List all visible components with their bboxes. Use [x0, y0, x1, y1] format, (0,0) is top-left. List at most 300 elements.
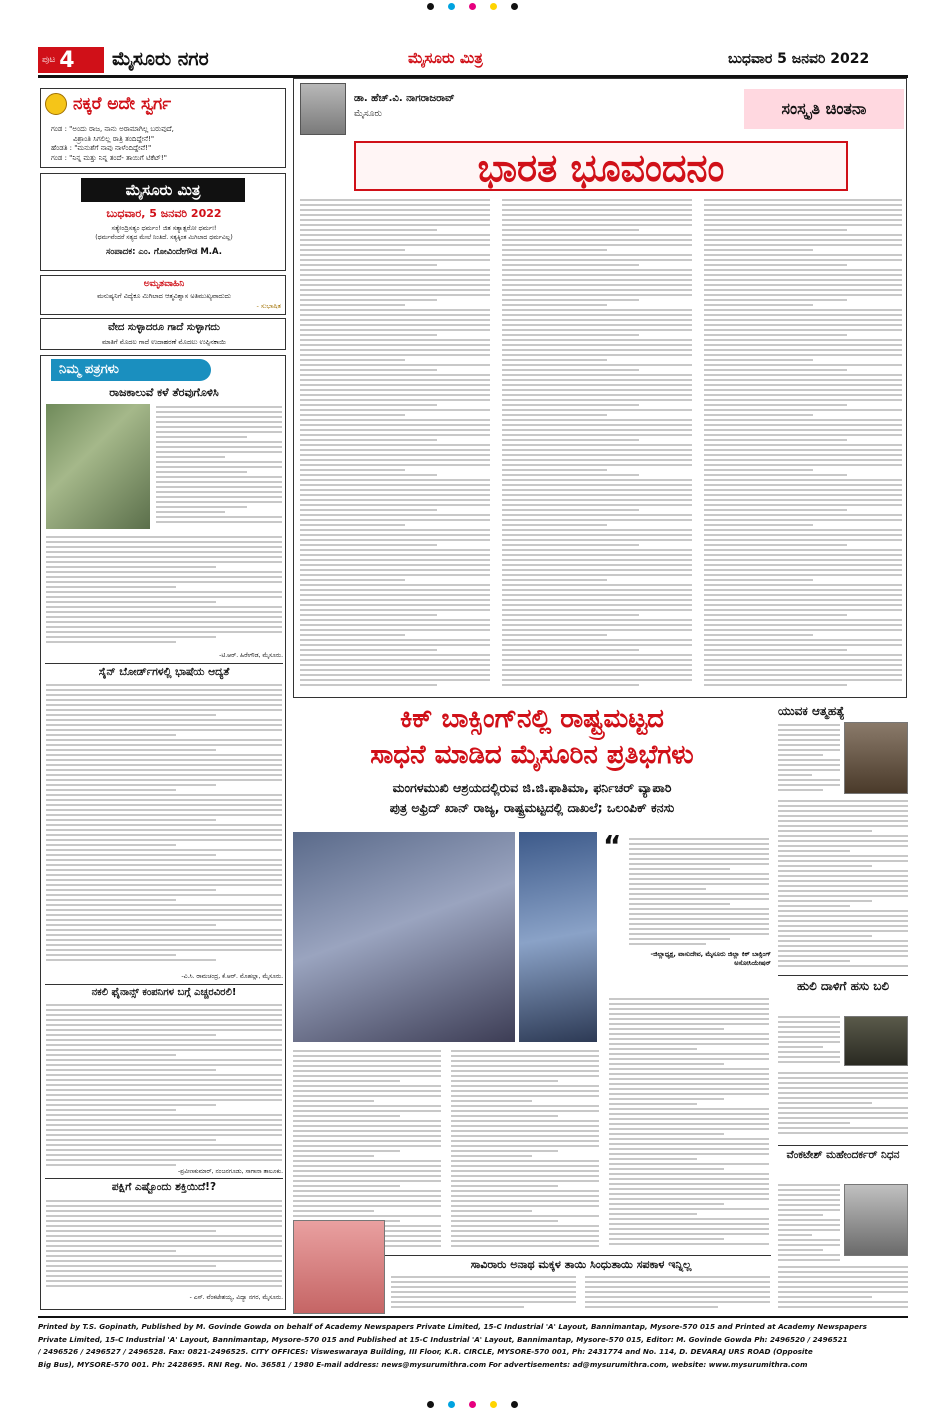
page-number-badge — [38, 47, 104, 73]
text-line — [46, 864, 282, 866]
text-line — [704, 599, 902, 601]
text-line — [46, 789, 176, 791]
text-line — [502, 454, 692, 456]
text-line — [502, 384, 692, 386]
text-line — [46, 1240, 282, 1242]
text-line — [46, 799, 282, 801]
text-line — [300, 329, 490, 331]
text-line — [451, 1060, 599, 1062]
text-line — [704, 389, 902, 391]
text-line — [502, 304, 607, 306]
text-line — [704, 509, 847, 511]
text-line — [451, 1080, 558, 1082]
text-line — [609, 1003, 769, 1005]
text-line — [451, 1115, 558, 1117]
text-line — [293, 1175, 441, 1177]
text-line — [300, 269, 490, 271]
text-line — [451, 1215, 599, 1217]
text-line — [451, 1185, 558, 1187]
text-line — [46, 1149, 282, 1151]
text-line — [704, 419, 902, 421]
text-line — [778, 900, 872, 902]
text-line — [46, 591, 282, 593]
text-line — [300, 544, 437, 546]
text-line — [451, 1090, 599, 1092]
text-line — [704, 314, 902, 316]
text-line — [300, 284, 490, 286]
text-line — [46, 1235, 282, 1237]
text-line — [300, 429, 490, 431]
text-line — [300, 369, 437, 371]
text-line — [300, 504, 490, 506]
text-line — [502, 224, 692, 226]
text-line — [46, 1124, 282, 1126]
sindhutai-article — [293, 1255, 771, 1313]
text-line — [293, 1085, 441, 1087]
text-line — [300, 414, 405, 416]
text-line — [778, 1036, 840, 1038]
text-line — [156, 496, 282, 498]
masthead-motto: ಸತ್ಯೇಂದ್ರಿಸತ್ಯಂ ಧರ್ಮಂ! ಜಿತ ಸತ್ಯಾತ್ಪರೋ ಧರ್ಮಃ! — [111, 224, 217, 232]
canal-photo — [46, 404, 150, 529]
text-line — [629, 908, 769, 910]
text-line — [46, 774, 282, 776]
text-line — [704, 614, 847, 616]
text-line — [46, 859, 282, 861]
text-line — [46, 919, 282, 921]
text-line — [46, 1134, 282, 1136]
text-line — [300, 649, 437, 651]
text-line — [778, 1016, 840, 1018]
letter-body — [156, 406, 282, 531]
text-line — [300, 404, 437, 406]
text-line — [46, 546, 282, 548]
text-line — [502, 644, 692, 646]
text-line — [451, 1170, 599, 1172]
text-line — [502, 679, 692, 681]
text-line — [46, 1109, 176, 1111]
text-line — [502, 459, 692, 461]
text-line — [300, 209, 490, 211]
text-line — [704, 469, 813, 471]
text-line — [629, 918, 769, 920]
text-line — [300, 569, 490, 571]
quote-box — [40, 275, 286, 315]
text-line — [300, 529, 490, 531]
text-line — [293, 1060, 441, 1062]
text-line — [704, 604, 902, 606]
text-line — [391, 1301, 576, 1303]
text-line — [704, 439, 847, 441]
text-line — [502, 199, 692, 201]
laugh-icon — [45, 93, 67, 115]
text-line — [300, 494, 490, 496]
text-line — [46, 1270, 282, 1272]
text-line — [609, 1033, 769, 1035]
text-line — [300, 254, 490, 256]
text-line — [46, 1255, 282, 1257]
paper-name-small: ಮೈಸೂರು ಮಿತ್ರ — [408, 49, 483, 67]
text-line — [704, 374, 902, 376]
text-line — [609, 1193, 769, 1195]
text-line — [293, 1070, 441, 1072]
text-line — [46, 949, 282, 951]
text-line — [46, 1019, 282, 1021]
text-line — [778, 1102, 872, 1104]
text-line — [293, 1190, 441, 1192]
text-line — [300, 294, 490, 296]
text-line — [502, 484, 692, 486]
text-line — [46, 829, 282, 831]
text-line — [300, 684, 437, 686]
text-line — [502, 309, 692, 311]
text-line — [46, 759, 282, 761]
text-line — [502, 374, 692, 376]
text-line — [778, 890, 908, 892]
text-line — [502, 554, 692, 556]
text-line — [778, 835, 908, 837]
letter-body — [46, 1004, 282, 1174]
text-line — [502, 369, 639, 371]
text-line — [778, 1061, 840, 1063]
text-line — [704, 404, 847, 406]
text-line — [502, 649, 639, 651]
sports-subheadline: ಮಂಗಳಮುಖಿ ಆಶ್ರಯದಲ್ಲಿರುವ ಜಿ.ಜಿ.ಫಾತಿಮಾ, ಫರ್ನಿಚರ್ ವ್ಯಾಪಾರಿ — [392, 780, 672, 795]
text-line — [156, 506, 247, 508]
text-line — [300, 379, 490, 381]
letter-signature: - ಎಸ್. ವೆಂಕಟೇಶಯ್ಯ, ವಿದ್ಯಾ ನಗರ, ಮೈಸೂರು. — [189, 1294, 283, 1301]
dot-yellow — [490, 3, 497, 10]
text-line — [704, 444, 902, 446]
text-line — [156, 446, 282, 448]
text-line — [46, 641, 176, 643]
text-line — [778, 955, 908, 957]
humor-box — [40, 88, 286, 168]
text-line — [46, 1144, 282, 1146]
text-line — [502, 269, 692, 271]
text-line — [704, 239, 902, 241]
text-line — [704, 429, 902, 431]
text-line — [704, 619, 902, 621]
text-line — [300, 639, 490, 641]
letter-headline: ಸೈನ್ ಬೋರ್ಡ್‌ಗಳಲ್ಲಿ ಭಾಷೆಯ ಆದ್ಯತೆ — [45, 663, 283, 679]
text-line — [704, 414, 813, 416]
text-line — [46, 1024, 282, 1026]
text-line — [778, 1219, 840, 1221]
column-body-col1 — [300, 199, 490, 694]
text-line — [46, 739, 282, 741]
text-line — [300, 354, 490, 356]
text-line — [502, 579, 607, 581]
text-line — [704, 274, 902, 276]
text-line — [778, 840, 908, 842]
text-line — [300, 239, 490, 241]
text-line — [704, 514, 902, 516]
text-line — [704, 344, 902, 346]
text-line — [300, 539, 490, 541]
text-line — [300, 574, 490, 576]
text-line — [778, 925, 908, 927]
text-line — [609, 1098, 724, 1100]
text-line — [778, 1026, 840, 1028]
text-line — [46, 566, 216, 568]
text-line — [778, 1122, 850, 1124]
text-line — [609, 1043, 769, 1045]
text-line — [778, 1214, 823, 1216]
text-line — [293, 1170, 441, 1172]
text-line — [778, 1132, 908, 1134]
text-line — [778, 1286, 908, 1288]
text-line — [502, 364, 692, 366]
text-line — [156, 456, 225, 458]
text-line — [46, 1154, 282, 1156]
text-line — [778, 739, 840, 741]
text-line — [502, 424, 692, 426]
text-line — [293, 1200, 441, 1202]
text-line — [778, 749, 840, 751]
text-line — [46, 1104, 216, 1106]
text-line — [156, 431, 282, 433]
sports-headline: ಸಾಧನೆ ಮಾಡಿದ ಮೈಸೂರಿನ ಪ್ರತಿಭೆಗಳು — [370, 740, 694, 770]
text-line — [778, 820, 908, 822]
letters-section — [40, 355, 286, 1310]
text-line — [46, 879, 282, 881]
text-line — [46, 1029, 282, 1031]
text-line — [46, 551, 282, 553]
text-line — [300, 384, 490, 386]
text-line — [46, 1009, 282, 1011]
text-line — [502, 404, 639, 406]
text-line — [704, 574, 902, 576]
tiger-article — [778, 975, 908, 1140]
text-line — [704, 334, 847, 336]
text-line — [778, 1092, 908, 1094]
proverb-box — [40, 318, 286, 350]
text-line — [704, 294, 902, 296]
text-line — [704, 559, 902, 561]
text-line — [585, 1306, 718, 1308]
text-line — [502, 479, 692, 481]
text-line — [451, 1235, 599, 1237]
text-line — [46, 809, 282, 811]
text-line — [502, 344, 692, 346]
text-line — [704, 534, 902, 536]
text-line — [46, 714, 216, 716]
text-line — [46, 704, 282, 706]
text-line — [300, 324, 490, 326]
text-line — [778, 1082, 908, 1084]
text-line — [704, 424, 902, 426]
text-line — [46, 1084, 282, 1086]
text-line — [704, 214, 902, 216]
text-line — [451, 1095, 599, 1097]
text-line — [778, 1056, 840, 1058]
text-line — [629, 848, 769, 850]
text-line — [502, 319, 692, 321]
text-line — [46, 889, 216, 891]
text-line — [391, 1276, 576, 1278]
text-line — [46, 1280, 282, 1282]
text-line — [502, 624, 692, 626]
text-line — [609, 1183, 769, 1185]
text-line — [704, 224, 902, 226]
text-line — [585, 1291, 770, 1293]
text-line — [293, 1165, 441, 1167]
text-line — [704, 669, 902, 671]
humor-line: ಗಂಡ : "ಅಂದು ರಾಜ, ನಾನು ಅರಾಮಾಗಿಲ್ಲ ಬರುವುದೆ, — [51, 125, 174, 133]
text-line — [293, 1100, 374, 1102]
text-line — [704, 219, 902, 221]
text-line — [451, 1125, 599, 1127]
text-line — [609, 1128, 769, 1130]
text-line — [502, 449, 692, 451]
text-line — [704, 364, 902, 366]
text-line — [704, 484, 902, 486]
text-line — [502, 584, 692, 586]
masthead-editor: ಸಂಪಾದಕ: ಎಂ. ಗೋವಿಂದೇಗೌಡ M.A. — [106, 247, 222, 257]
text-line — [778, 845, 908, 847]
text-line — [46, 621, 282, 623]
text-line — [502, 209, 692, 211]
text-line — [46, 884, 282, 886]
imprint-line: / 2496526 / 2496527 / 2496528. Fax: 0821-2496525. CITY OFFICES: Visweswaraya Building, III Floor, K.R. CIRCLE, MYSORE-570 001, Ph: 2431774 and No. 114, D. DEVARAJ URS ROAD (Opposite — [38, 1347, 813, 1356]
text-line — [300, 484, 490, 486]
text-line — [293, 1210, 374, 1212]
text-line — [300, 554, 490, 556]
text-line — [46, 814, 282, 816]
text-line — [46, 1064, 282, 1066]
text-line — [704, 674, 902, 676]
text-line — [609, 1133, 724, 1135]
text-line — [629, 853, 769, 855]
text-line — [502, 299, 639, 301]
text-line — [46, 914, 282, 916]
text-line — [704, 259, 902, 261]
quote-text: ಮನುಷ್ಯನಿಗೆ ವಿದ್ಯೆಕೂ ಮಿಗಿಲಾದ ಆತ್ಮವಿಶ್ವಾಸ ಅತಿಮುಖ್ಯವಾದುದು — [97, 292, 231, 300]
letters-title: ನಿಮ್ಮ ಪತ್ರಗಳು — [51, 359, 211, 381]
text-line — [778, 945, 908, 947]
text-line — [46, 844, 176, 846]
text-line — [300, 229, 437, 231]
text-line — [704, 499, 902, 501]
text-line — [502, 674, 692, 676]
text-line — [46, 1034, 216, 1036]
text-line — [293, 1195, 441, 1197]
masthead-motto-meaning: (ಧರ್ಮವೆಂದರೆ ಸತ್ಯದ ಮೇಲೆ ನಿಂತಿದೆ. ಸತ್ಯಕ್ಕಿಂತ ಮಿಗಿಲಾದ ಧರ್ಮವಿಲ್ಲ) — [95, 234, 233, 241]
text-line — [778, 935, 872, 937]
text-line — [300, 604, 490, 606]
text-line — [300, 559, 490, 561]
text-line — [46, 1074, 282, 1076]
text-line — [778, 1204, 840, 1206]
section-name: ಮೈಸೂರು ನಗರ — [112, 48, 209, 70]
text-line — [300, 469, 405, 471]
sindhutai-headline: ಸಾವಿರಾರು ಅನಾಥ ಮಕ್ಕಳ ತಾಯಿ ಸಿಂಧುತಾಯಿ ಸಪಕಾಳ ಇನ್ನಿಲ್ಲ — [470, 1258, 692, 1271]
text-line — [502, 569, 692, 571]
text-line — [293, 1065, 441, 1067]
text-line — [451, 1075, 599, 1077]
text-line — [46, 576, 282, 578]
text-line — [502, 594, 692, 596]
text-line — [451, 1065, 599, 1067]
text-line — [300, 394, 490, 396]
text-line — [300, 564, 490, 566]
text-line — [300, 309, 490, 311]
text-line — [778, 830, 872, 832]
text-line — [46, 1245, 282, 1247]
text-line — [778, 1224, 840, 1226]
text-line — [704, 539, 902, 541]
text-line — [300, 424, 490, 426]
text-line — [300, 259, 490, 261]
text-line — [704, 474, 847, 476]
text-line — [46, 1225, 282, 1227]
text-line — [300, 489, 490, 491]
text-line — [156, 481, 282, 483]
text-line — [300, 339, 490, 341]
text-line — [293, 1095, 441, 1097]
text-line — [451, 1220, 558, 1222]
text-line — [300, 289, 490, 291]
sports-subheadline: ಪುತ್ರ ಅಫ್ರಿದ್ ಖಾನ್ ರಾಜ್ಯ, ರಾಷ್ಟ್ರಮಟ್ಟದಲ್ಲಿ ದಾಖಲೆ; ಒಲಂಪಿಕ್ ಕನಸು — [389, 800, 675, 815]
text-line — [704, 504, 902, 506]
text-line — [502, 474, 639, 476]
letter-body — [46, 1200, 282, 1295]
text-line — [46, 784, 216, 786]
text-line — [46, 636, 216, 638]
text-line — [300, 609, 490, 611]
text-line — [704, 639, 902, 641]
text-line — [704, 594, 902, 596]
page-number: 4 — [59, 47, 75, 73]
text-line — [300, 624, 490, 626]
text-line — [609, 1213, 697, 1215]
text-line — [451, 1070, 599, 1072]
text-line — [704, 254, 902, 256]
text-line — [704, 299, 847, 301]
text-line — [502, 314, 692, 316]
text-line — [300, 444, 490, 446]
text-line — [704, 204, 902, 206]
text-line — [46, 1044, 282, 1046]
text-line — [704, 339, 902, 341]
text-line — [704, 289, 902, 291]
text-line — [391, 1296, 576, 1298]
text-line — [300, 524, 405, 526]
text-line — [451, 1230, 599, 1232]
text-line — [502, 619, 692, 621]
text-line — [451, 1180, 599, 1182]
imprint-line: Big Bus), MYSORE-570 001. Ph: 2428695. RNI Reg. No. 36581 / 1980 E-mail address: news@mysurumithra.com For advertisements: ad@mysurumithra.com, website: www.mysurumithra.com — [38, 1359, 808, 1369]
text-line — [609, 1103, 697, 1105]
text-line — [585, 1286, 770, 1288]
text-line — [778, 1112, 908, 1114]
text-line — [293, 1105, 441, 1107]
text-line — [502, 504, 692, 506]
obituary-photo — [844, 1184, 908, 1256]
letter-body — [46, 684, 282, 974]
text-line — [502, 249, 607, 251]
text-line — [300, 634, 405, 636]
text-line — [704, 569, 902, 571]
text-line — [502, 429, 692, 431]
text-line — [451, 1100, 532, 1102]
quote-signature: -ಜಿಲ್ಲಾಧ್ಯಕ್ಷ, ವಾಸುದೇವ, ಮೈಸೂರು ಜಿಲ್ಲಾ ಕಿಕ್ ಬಾಕ್ಸಿಂಗ್ ಅಸೋಸಿಯೇಷನ್ — [650, 950, 771, 967]
text-line — [451, 1245, 599, 1247]
column-title: ಭಾರತ ಭೂವಂದನಂ — [354, 141, 848, 191]
text-line — [502, 469, 607, 471]
text-line — [46, 1159, 282, 1161]
